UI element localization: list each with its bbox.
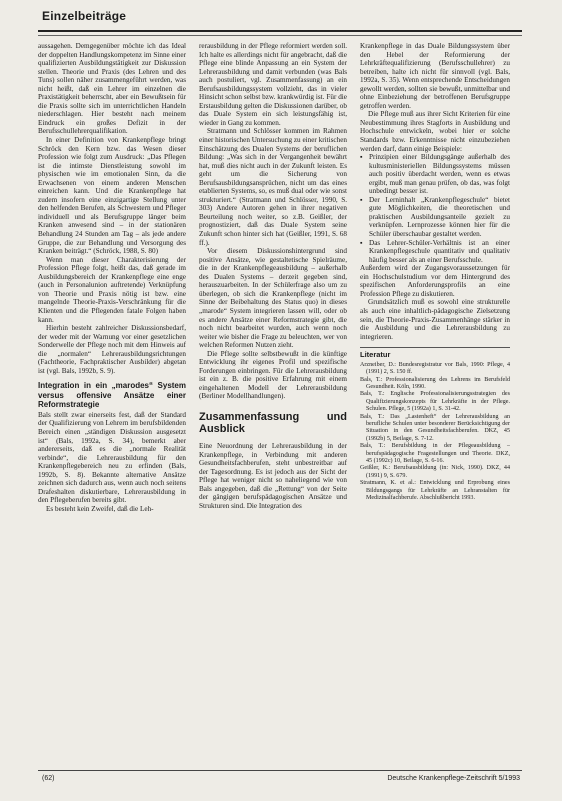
bullet-item: ▪ Prinzipien einer Bildungsgänge außerhalb des kultusministeriellen Bildungssystems müssen auch positiv überdacht werden, wenn es etwas ergibt, muß man genau prüfen, ob das, was folgt unbedingt besser ist. [360,153,510,196]
paragraph: Die Pflege muß aus ihrer Sicht Kriterien für eine Neubestimmung ihres Stagforts in Ausbildung und Hochschule entwickeln, wobei hier er solche Standards bzw. Erkenntnisse nicht einzubeziehen werden darf, dann einige Beispiele: [360,110,510,153]
bullet-item: ▪ Der Lerninhalt „Krankenpflegeschule“ bietet gute Möglichkeiten, die theoretischen und praktischen Ausbildungsanteile gezielt zu verknüpfen. Lernprozesse können hier für die Schüler überschaubar gestaltet werden. [360,196,510,239]
literature-entry: Geißler, K.: Berufsausbildung (in: Nick, 1990). DKZ, 44 (1991) 9, S. 679. [360,465,510,479]
header-rule-thin [38,35,522,36]
subheading: Integration in ein „marodes“ System versus offensive Ansätze einer Reformstrategie [38,381,186,409]
paragraph: In einer Definition von Krankenpflege bringt Schröck den Kern bzw. das Wesen dieser Profession wie folgt zum Ausdruck: „Das Pflegen ist die intimste Dienstleistung sowohl im physischen wie im emotionalen Sinn, da die Erwachsenen von einem anderen Menschen einreichen kann. Und die Krankenpflege hat zudem insofern eine einzigartige Stellung unter den helfenden Berufen, als Schwestern und Pfleger individuell und als Berufsgruppe länger beim Kranken anwesend sind – in der stationären Behandlung 24 Stunden am Tag – als jede andere Gruppe, die zur Behandlung und Versorgung des Kranken beiträgt.“ (Schröck, 1988, S. 80) [38,136,186,256]
literature-entry: Bals, T.: Berufsbildung in der Pflegeausbildung – berufspädagogische Fragestellungen und Theorie. DKZ, 45 (1992c) 10, Beilage, S. 6-16. [360,443,510,464]
column-2 [199,42,347,752]
footer-rule [38,770,522,771]
paragraph: aussagehen. Demgegenüber möchte ich das Ideal der doppelten Handlungskompetenz im Sinne einer qualifizierten Ausbildungstätigkeit zur Diskussion stellen. Theorie und Praxis (des Lehren und des Tuns) sollen näher zusammengeführt werden, was nicht heißt, daß ein Lehrer im einzelnen die Praxistätigkeit beherrscht, aber ein Bewußtsein für die Praxis sollte sich im unterrichtlichen Handeln niederschlagen. Hier besteht nach meinem Eindruck ein großes Defizit in der Berufsschullehrerqualifikation. [38,42,186,136]
paragraph: Vor diesem Diskussionshintergrund sind positive Ansätze, wie gestaltetische Spielräume, die in der Krankenpflegeausbildung – außerhalb des Dualen Systems – derzeit gegeben sind, herauszuarbeiten. In der Schülerfrage also um zu überlegen, ob sich die Krankenpflege (nicht im Sinne der Beibehaltung des Status quo) in dieses „marode“ System integrieren lassen will, oder ob es andere Ansätze einer Reformstrategie gibt, die noch nicht bearbeitet wurden, auch wenn noch weiter wie bisher die Frage zu beleuchten, wer von welchen Reformen Nutzen zieht. [199,247,347,350]
literature-entry: Bals, T.: Das „Lastenheft“ der Lehrerausbildung an berufliche Schulen unter besonderer Berücksichtigung der Situation in den Gesundheitsfachberufen. DKZ, 45 (1992b) 5, Beilage, S. 7-12. [360,413,510,442]
literature-entry: Bals, T.: Englische Professionalisierungsstrategien des Qualifizierungskonzepts für Lehrkräfte in der Pflege. Schulen. Pflege, 5 (1992a) 1, S. 31-42. [360,391,510,413]
page-number: (62) [42,775,55,782]
paragraph: Bals stellt zwar einerseits fest, daß der Standard der Qualifizierung von Lehrern im berufsbildenden Bereich einen „ständigen Diskussion ausgesetzt ist“ (Bals, 1992a, S. 34), bemerkt aber andererseits, daß es die „normale Realität verbinde“, die Lehrerausbildung für den Krankenpflegebereich neu zu erfinden (Bals, 1992b, S. 8). Bekannte alternative Ansätze zeichnen sich dadurch aus, wenn auch noch seitens Drafeshalten diskutierbare, Lehrerausbildung in den Pflegeberufen bereits gibt. [38,410,186,505]
paragraph: Wenn man dieser Charakterisierung der Profession Pflege folgt, heißt das, daß gerade im Ausbildungsbereich der Krankenpflege eine enge (auch in Personalunion auftretende) Verknüpfung von Theorie und Praxis nötig ist bzw. eine mangelnde Theorie-Praxis-Verschränkung für die Klienten und die Pflegenden fatale Folgen haben kann. [38,255,186,324]
bullet-list [360,153,510,264]
literature-entry: Arzneiber, D.: Bundesregistratur vor Bals, 1990: Pflege, 4 (1991) 2, S. 150 ff. [360,361,510,376]
literature-list [360,362,510,503]
paragraph: Außerdem wird der Zugangsvoraussetzungen für ein Hochschulstudium vor dem Hintergrund des spezifischen Anforderungsprofils an eine Profession Pflege zu diskutieren. [360,264,510,298]
paragraph: Es besteht kein Zweifel, daß die Leh- [46,504,154,513]
column-1 [38,42,186,752]
literature-entry: Bals, T.: Professionalisierung des Lehrens im Berufsfeld Gesundheit. Köln, 1990. [360,376,510,390]
journal-name: Deutsche Krankenpflege-Zeitschrift 5/1993 [387,775,520,782]
page-header: Einzelbeiträge [42,9,127,23]
paragraph: Eine Neuordnung der Lehrerausbildung in der Krankenpflege, in Verbindung mit anderen Gesundheitsfachberufen, steht unbestreitbar auf der Tagesordnung. Es ist jedoch aus der Sicht der Pflege hat weniger nicht so naheliegend wie von Bals angegeben, daß die „Rettung“ von der Seite der gängigen berufspädagogischen Ansätze und Strukturen sind. Die Integration des [199,441,347,510]
paragraph: Die Pflege sollte selbstbewußt in die künftige Entwicklung ihr eigenes Profil und spezifische Forderungen einbringen. Für die Lehrerausbildung ist ein z. B. die positive Erfahrung mit einem eingehaltenen Modell der Lehrerausbildung (Berliner Modellhandlungen). [199,349,347,401]
paragraph: rerausbildung in der Pflege reformiert werden soll. Ich halte es allerdings nicht für angebracht, daß die Pflege eine blinde Anpassung an ein System der Lehrerausbildung und damit verbunden (was Bals auch postuliert, vgl. Zusammenfassung) an ein Berufsausbildungssystem vollzieht, das in vieler Hinsicht schon selbst bzw. krankwürdig ist. Für die Erstausbildung gelten die Diskussionen darüber, ob das Duale System ein sich leistungsfähig ist, wieder in Gang zu kommen. [199,42,347,127]
header-rule [38,30,522,32]
paragraph: Hierhin besteht zahlreicher Diskussionsbedarf, der weder mit der Warnung vor einer gesetzlichen Sonderwelle der Pflege noch mit dem Hinweis auf die „normalen“ Lehrerausbildungsrichtungen (Fachtheorie, Fachpraktischer Ausbilder) abgetan ist (vgl. Bals, 1992b, S. 9). [38,324,186,375]
paragraph: Krankenpflege in das Duale Bildungssystem über den Hebel der Reformierung der Lehrkräftequalifizierung (Berufsschullehrer) zu betreiben, halte ich nicht für sinnvoll (vgl. Bals, 1992a, S. 35). Wenn entsprechende Entscheidungen gewollt werden, sollten sie bewußt, unmittelbar und ohne Einbeziehung der betroffenen Berufsgruppe getroffen werden. [360,42,510,110]
section-heading: Zusammenfassung und Ausblick [199,410,347,436]
bullet-item: ▪ Das Lehrer-Schüler-Verhältnis ist an einer Krankenpflegeschule quantitativ und qualitativ häufig besser als an einer Berufsschule. [360,239,510,265]
paragraph: Stratmann und Schlösser kommen im Rahmen einer historischen Untersuchung zu einer kritischen Einschätzung des Dualen Systems der beruflichen Bildung: „Was sich in der Vergangenheit bewährt hat, muß dies nicht auch in der Zukunft leisten. Es geht um die Sicherung von Berufsausbildungsansprüchen, nicht um das eines etablierten Systems, so, es muß dual oder wie sonst strukturiert.“ (Stratmann und Schlösser, 1990, S. 303) Andere Autoren gehen in ihrer negativen Beurteilung noch weiter, so z.B. Geißler, der prognostiziert, daß das Duale System seine Zukunft schon hinter sich hat (Geißler, 1991, S. 68 ff.). [199,127,347,247]
literature-heading: Literatur [360,347,510,360]
literature-entry: Stratmann, K. et al.: Entwicklung und Erprobung eines Bildungsgangs für Lehrkräfte an Lehranstalten für Medizinalfachberufe. Abschlußbericht 1993. [360,480,510,501]
paragraph: Grundsätzlich muß es sowohl eine strukturelle als auch eine inhaltlich-pädagogische Zielsetzung sein, die Theorie-Praxis-Zusammenhänge stärker in die Ausbildung und die Lehrerausbildung zu integrieren. [360,298,510,341]
column-3 [360,42,510,752]
